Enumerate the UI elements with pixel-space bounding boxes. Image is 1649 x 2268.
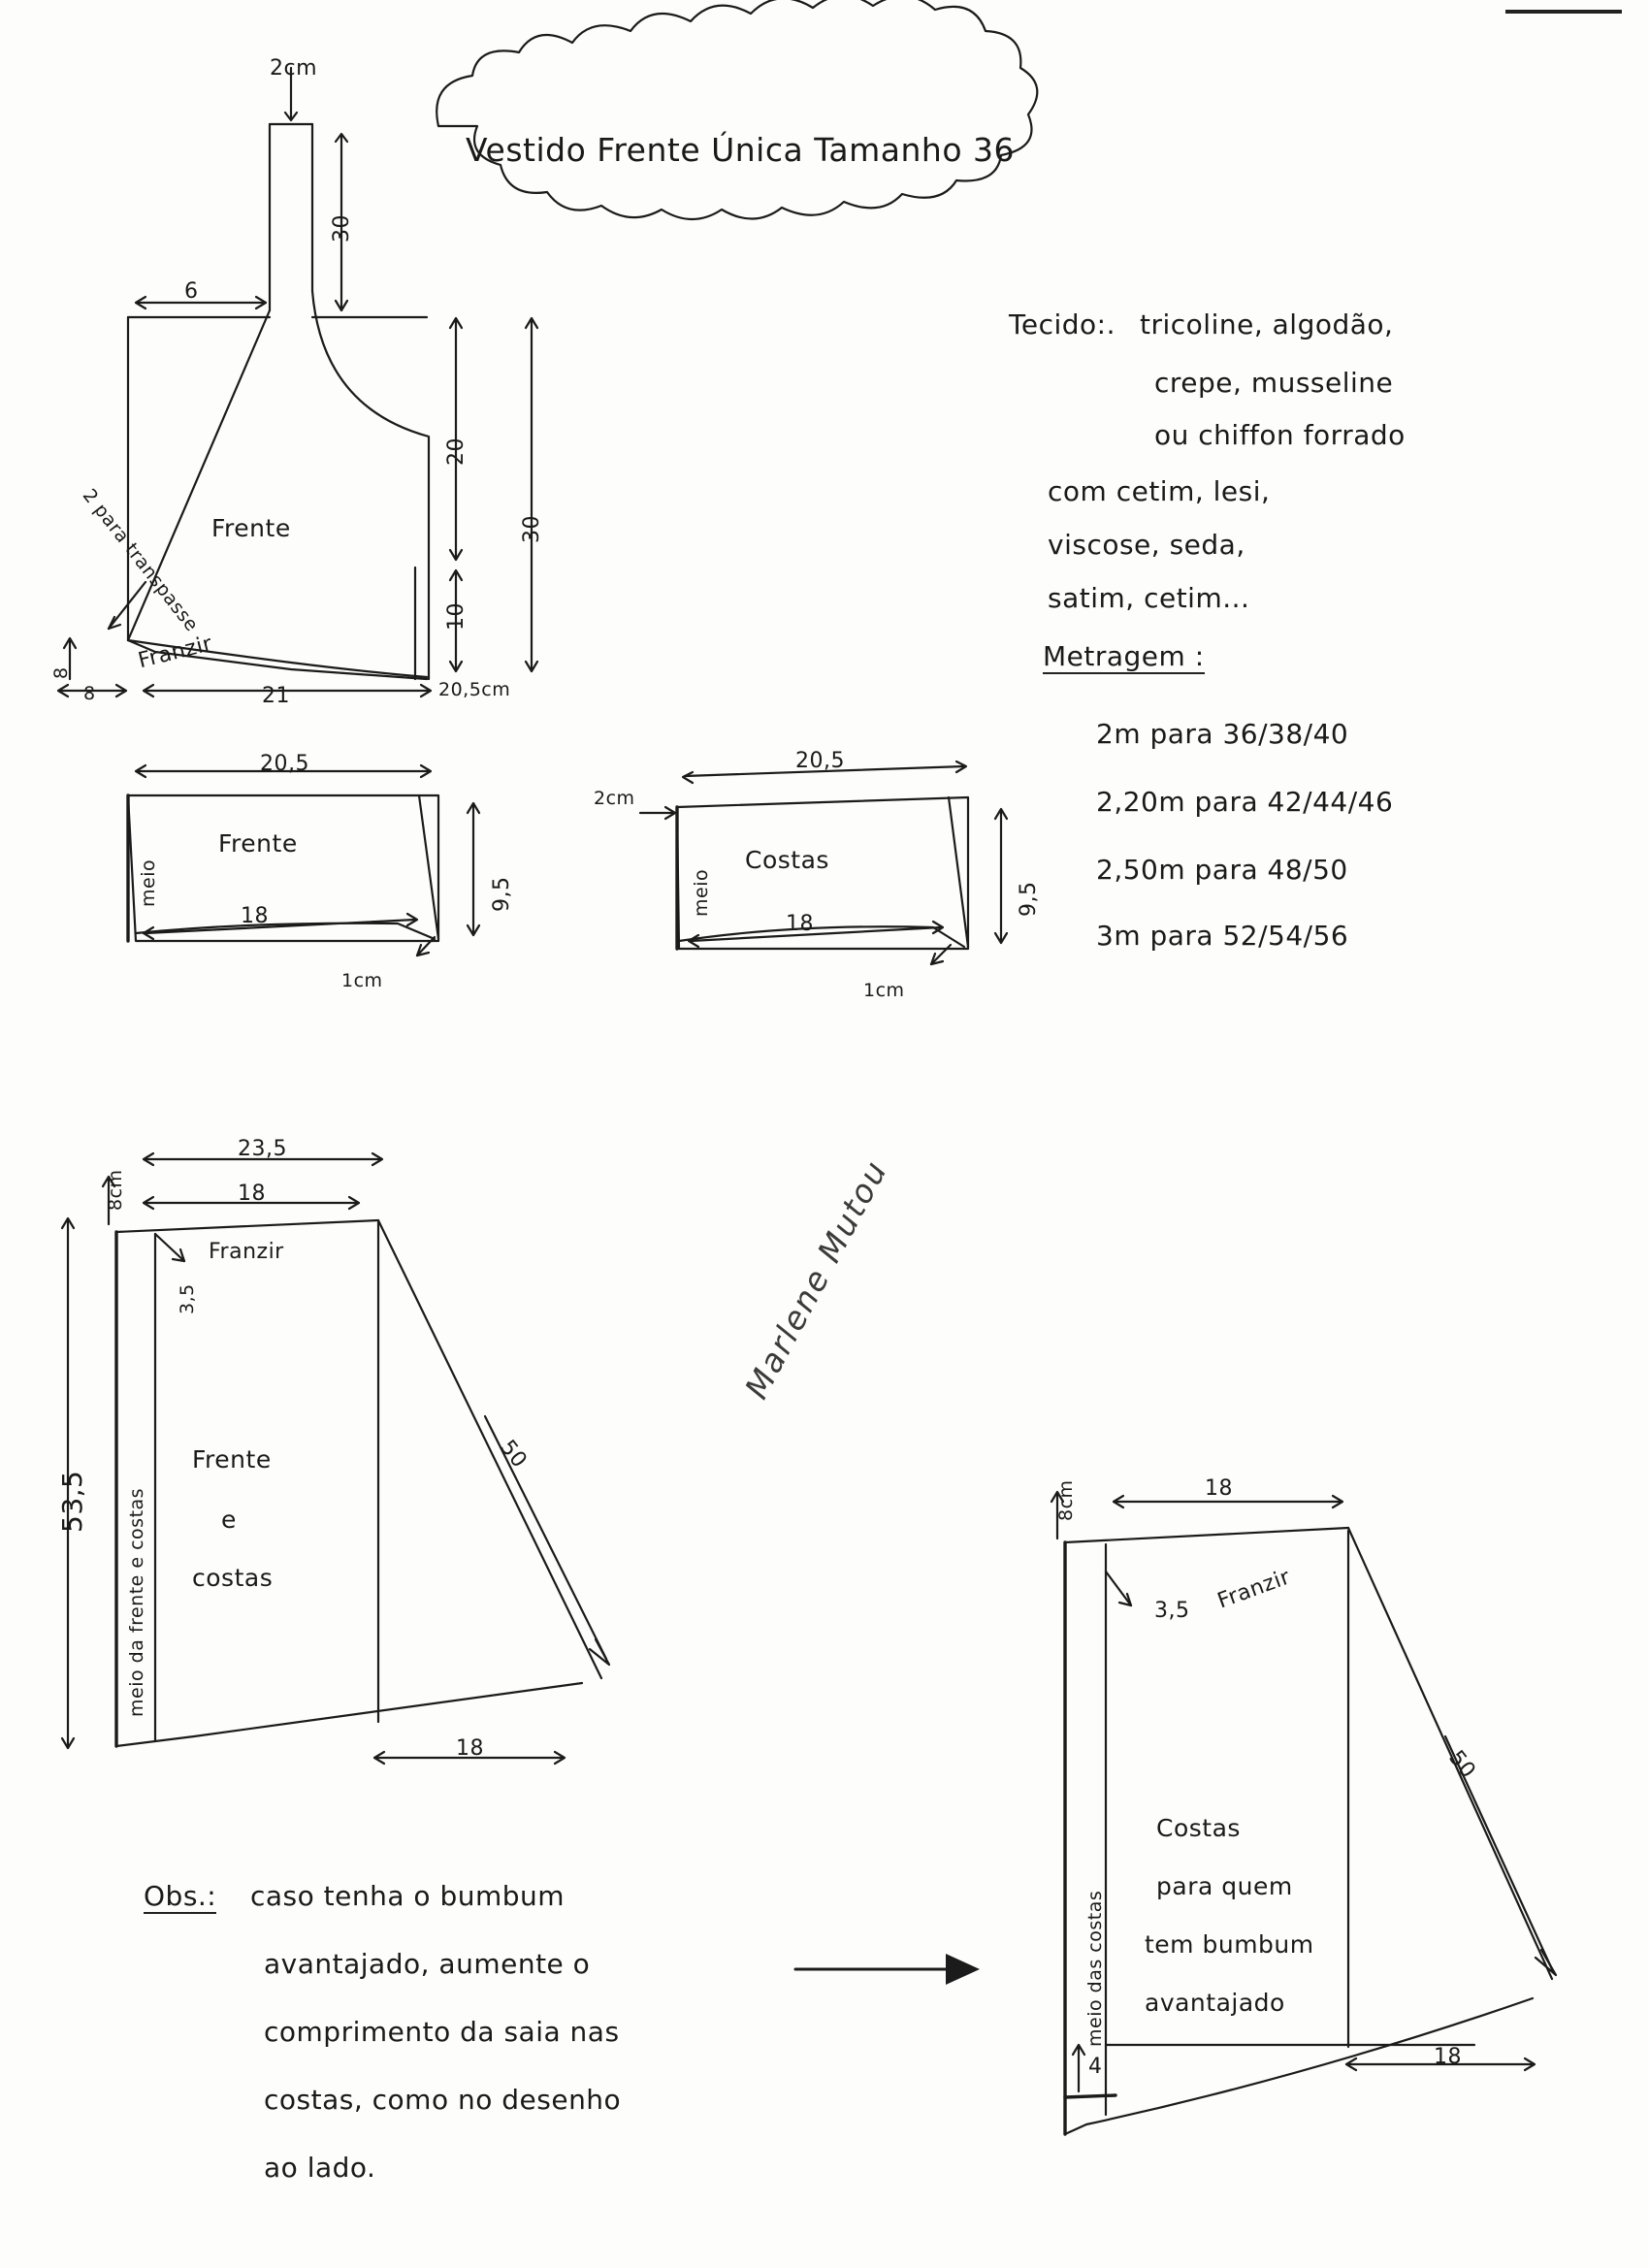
- dim-skirt-35: 3,5: [177, 1283, 198, 1314]
- label-meio-wb-front: meio: [138, 859, 159, 907]
- dim-skirt-50: 50: [495, 1436, 532, 1474]
- dim-skirt-535: 53,5: [56, 1470, 88, 1533]
- dim-bodice-6: 6: [184, 279, 199, 304]
- label-meio-wb-back: meio: [691, 868, 712, 917]
- dim-backskirt-8cm: 8cm: [1055, 1479, 1077, 1521]
- obs-line-4: ao lado.: [264, 2152, 376, 2184]
- label-backskirt-line-2: tem bumbum: [1145, 1930, 1314, 1959]
- dim-bodice-10: 10: [444, 602, 469, 631]
- dim-bodice-top-2cm: 2cm: [270, 56, 318, 81]
- yardage-line-3: 3m para 52/54/56: [1096, 920, 1349, 952]
- dim-skirt-8cm: 8cm: [105, 1169, 126, 1211]
- dim-backskirt-4: 4: [1088, 2055, 1103, 2079]
- dim-backskirt-18-bottom: 18: [1434, 2045, 1462, 2069]
- dim-strap-30: 30: [330, 214, 354, 243]
- dim-wb-front-1cm: 1cm: [341, 970, 383, 991]
- dim-wb-front-95: 9,5: [490, 876, 514, 912]
- label-franzir-bodice: Franzir: [136, 632, 215, 674]
- page-title: Vestido Frente Única Tamanho 36: [466, 131, 1015, 169]
- obs-heading: Obs.:: [144, 1880, 217, 1912]
- label-skirt-line-0: Frente: [192, 1445, 272, 1474]
- dim-bodice-left-8a: 8: [50, 666, 72, 679]
- label-meio-frente-costas: meio da frente e costas: [126, 1487, 147, 1717]
- dim-backskirt-18-top: 18: [1205, 1476, 1233, 1501]
- label-transpasse: 2 para transpasse: [78, 485, 203, 636]
- dim-wb-back-2cm: 2cm: [594, 788, 635, 809]
- label-skirt-line-2: costas: [192, 1564, 274, 1592]
- obs-line-0: caso tenha o bumbum: [250, 1880, 566, 1912]
- obs-line-2: comprimento da saia nas: [264, 2016, 620, 2048]
- fabric-line-4: viscose, seda,: [1048, 529, 1245, 561]
- fabric-line-1: crepe, musseline: [1154, 367, 1394, 399]
- dim-bodice-205cm: 20,5cm: [438, 679, 511, 700]
- dim-bodice-21: 21: [262, 684, 290, 708]
- obs-line-1: avantajado, aumente o: [264, 1948, 591, 1980]
- dim-backskirt-50: 50: [1443, 1746, 1480, 1784]
- obs-line-3: costas, como no desenho: [264, 2084, 622, 2116]
- dim-skirt-18-top: 18: [238, 1182, 266, 1206]
- fabric-line-0: tricoline, algodão,: [1140, 308, 1394, 340]
- label-skirt-line-1: e: [221, 1506, 237, 1534]
- fabric-line-3: com cetim, lesi,: [1048, 475, 1271, 507]
- yardage-line-0: 2m para 36/38/40: [1096, 718, 1349, 750]
- dim-backskirt-35: 3,5: [1154, 1599, 1190, 1623]
- label-backskirt-line-0: Costas: [1156, 1814, 1241, 1842]
- dim-wb-front-205: 20,5: [260, 752, 309, 776]
- label-franzir-backskirt: Franzir: [1214, 1565, 1294, 1614]
- yardage-line-2: 2,50m para 48/50: [1096, 854, 1348, 886]
- signature: Marlene Mutou: [737, 1153, 895, 1406]
- dim-wb-back-18: 18: [786, 912, 814, 936]
- label-franzir-skirt: Franzir: [209, 1240, 284, 1264]
- dim-bodice-left-8b: 8: [83, 683, 96, 704]
- label-backskirt-line-1: para quem: [1156, 1872, 1293, 1900]
- dim-skirt-18-bottom: 18: [456, 1736, 484, 1761]
- dim-bodice-30: 30: [520, 515, 544, 543]
- label-piece-frente-bodice: Frente: [211, 514, 291, 542]
- dim-wb-front-18: 18: [241, 904, 269, 928]
- label-piece-frente-waistband: Frente: [218, 829, 298, 858]
- label-backskirt-line-3: avantajado: [1145, 1989, 1285, 2017]
- yardage-line-1: 2,20m para 42/44/46: [1096, 786, 1394, 818]
- dim-skirt-235: 23,5: [238, 1137, 287, 1161]
- label-meio-das-costas: meio das costas: [1084, 1890, 1106, 2047]
- dim-wb-back-1cm: 1cm: [863, 980, 905, 1001]
- fabric-line-5: satim, cetim...: [1048, 582, 1250, 614]
- label-piece-costas-waistband: Costas: [745, 846, 829, 874]
- fabric-line-2: ou chiffon forrado: [1154, 419, 1406, 451]
- dim-wb-back-205: 20,5: [795, 749, 845, 773]
- fabric-heading: Tecido:.: [1009, 308, 1116, 340]
- dim-wb-back-95: 9,5: [1017, 881, 1041, 917]
- dim-bodice-20: 20: [444, 437, 469, 466]
- yardage-heading: Metragem :: [1043, 640, 1205, 672]
